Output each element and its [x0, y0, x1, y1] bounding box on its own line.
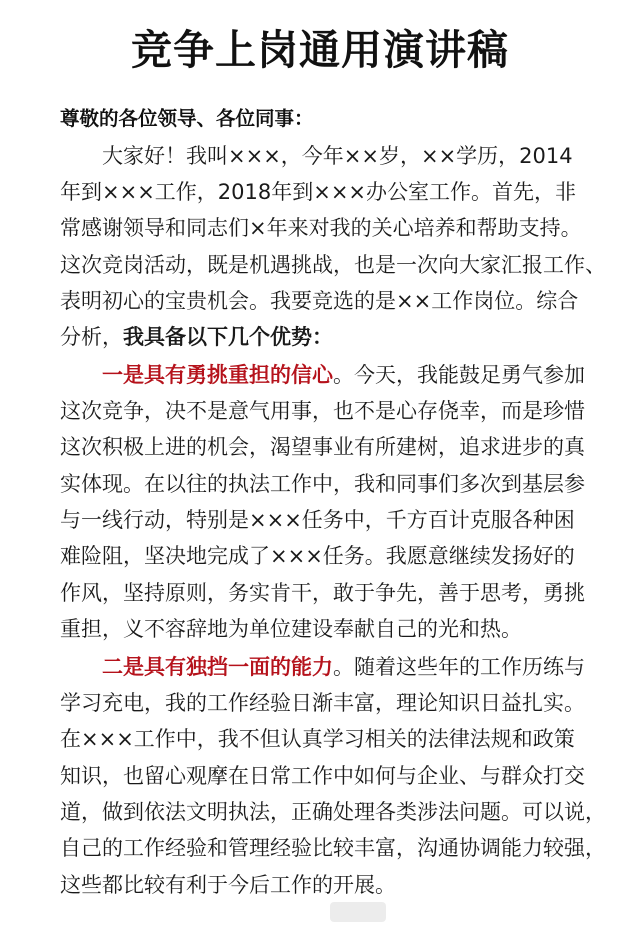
paragraph-line: 大家好！我叫×××，今年××岁，××学历，2014 — [102, 144, 573, 168]
paragraph-line: 道，做到依法文明执法，正确处理各类涉法问题。可以说， — [60, 800, 606, 824]
paragraph-line: 常感谢领导和同志们×年来对我的关心培养和帮助支持。 — [60, 216, 582, 240]
watermark-smudge — [330, 902, 386, 922]
paragraph-line: 作风，坚持原则，务实肯干，敢于争先，善于思考，勇挑 — [60, 581, 585, 605]
paragraph-line: 与一线行动，特别是×××任务中，千方百计克服各种困 — [60, 508, 575, 532]
paragraph-line: 这次积极上进的机会，渴望事业有所建树，追求进步的真 — [60, 435, 585, 459]
paragraph-line: 这次竞岗活动，既是机遇挑战，也是一次向大家汇报工作、 — [60, 253, 606, 277]
paragraph-line: 学习充电，我的工作经验日渐丰富，理论知识日益扎实。 — [60, 691, 585, 715]
paragraph-line — [60, 322, 333, 352]
paragraph-line: 难险阻，坚决地完成了×××任务。我愿意继续发扬好的 — [60, 544, 575, 568]
paragraph-line: 在×××工作中，我不但认真学习相关的法律法规和政策 — [60, 727, 575, 751]
salutation: 尊敬的各位领导、各位同事： — [60, 107, 314, 130]
paragraph-line: 实体现。在以往的执法工作中，我和同事们多次到基层参 — [60, 472, 585, 496]
paragraph-text: 分析， — [60, 325, 123, 349]
paragraph-line: 这些都比较有利于今后工作的开展。 — [60, 873, 396, 897]
paragraph-line: 自己的工作经验和管理经验比较丰富，沟通协调能力较强， — [60, 836, 606, 860]
paragraph-text: 。今天，我能鼓足勇气参加 — [333, 363, 585, 387]
page-title: 竞争上岗通用演讲稿 — [131, 26, 509, 74]
point-one-heading: 一是具有勇挑重担的信心 — [102, 363, 333, 387]
paragraph-line: 这次竞争，决不是意气用事，也不是心存侥幸，而是珍惜 — [60, 399, 585, 423]
paragraph-line — [102, 360, 585, 390]
paragraph-line: 知识，也留心观摩在日常工作中如何与企业、与群众打交 — [60, 764, 585, 788]
paragraph-line: 表明初心的宝贵机会。我要竞选的是××工作岗位。综合 — [60, 289, 579, 313]
paragraph-line — [102, 652, 585, 682]
paragraph-line: 年到×××工作，2018年到×××办公室工作。首先，非 — [60, 180, 577, 204]
paragraph-text: 。随着这些年的工作历练与 — [333, 655, 585, 679]
point-two-heading: 二是具有独挡一面的能力 — [102, 655, 333, 679]
advantages-intro: 我具备以下几个优势： — [123, 325, 333, 349]
paragraph-line: 重担，义不容辞地为单位建设奉献自己的光和热。 — [60, 617, 522, 641]
